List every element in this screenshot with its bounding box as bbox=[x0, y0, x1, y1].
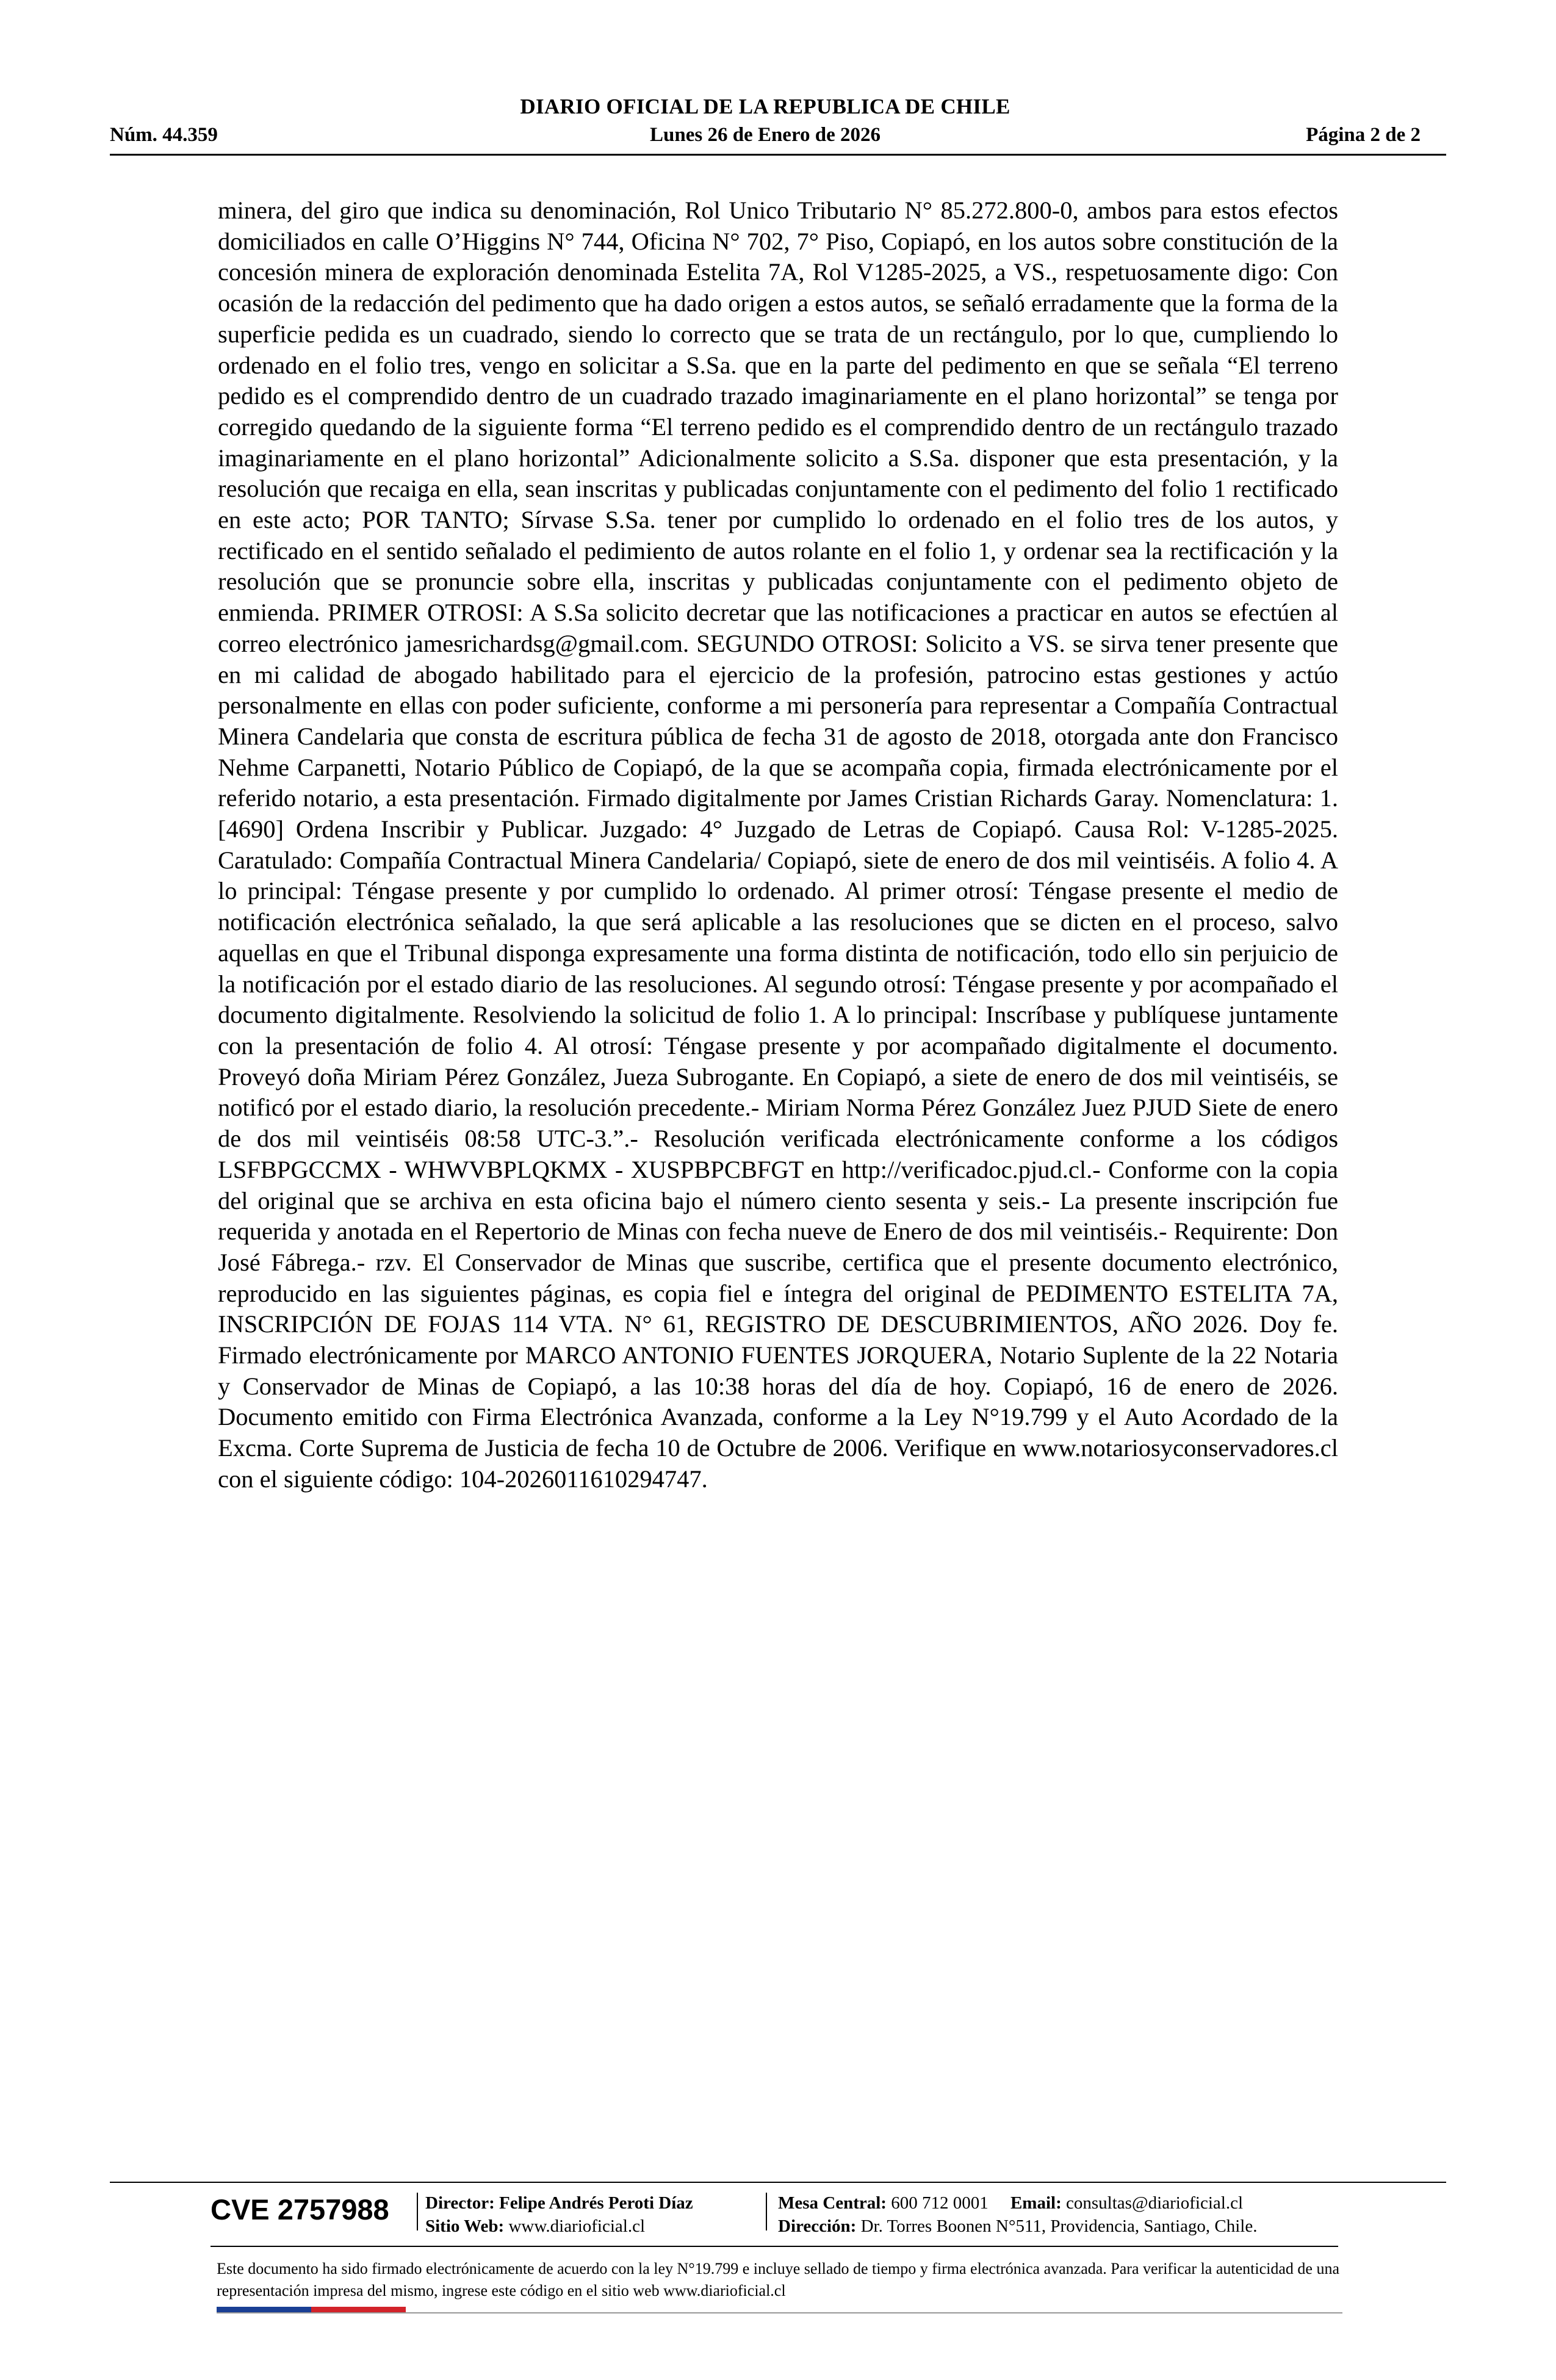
page-header bbox=[110, 95, 1421, 156]
page-indicator: Página 2 de 2 bbox=[1306, 124, 1421, 146]
mesa-value: 600 712 0001 bbox=[891, 2193, 989, 2213]
footer-separator bbox=[417, 2193, 418, 2230]
sitio-link[interactable]: www.diarioficial.cl bbox=[508, 2216, 646, 2236]
flag-blue-band bbox=[217, 2307, 311, 2312]
cve-code: CVE 2757988 bbox=[211, 2193, 389, 2226]
signature-notice: Este documento ha sido firmado electrónicamente de acuerdo con la ley N°19.799 e incluye sellado de tiempo y firma electrónica avanzada. Para verificar la autenticidad de una representación impresa del mismo, ingrese este código en el sitio web www.diarioficial.cl bbox=[217, 2260, 1339, 2299]
footer-divider-top bbox=[110, 2182, 1446, 2183]
mesa-label: Mesa Central: bbox=[778, 2193, 887, 2213]
document-body: minera, del giro que indica su denominación, Rol Unico Tributario N° 85.272.800-0, ambos para estos efectos domiciliados en calle O’Higgins N° 744, Oficina N° 702, 7° Piso, Copiapó, en los autos sobre constitución de la concesión minera de exploración denominada Estelita 7A, Rol V1285-2025, a VS., respetuosamente digo: Con ocasión de la redacción del pedimento que ha dado origen a estos autos, se señaló erradamente que la forma de la superficie pedida es un cuadrado, siendo lo correcto que se trata de un rectángulo, por lo que, cumpliendo lo ordenado en el folio tres, vengo en solicitar a S.Sa. que en la parte del pedimento en que se señala “El terreno pedido es el comprendido dentro de un cuadrado trazado imaginariamente en el plano horizontal” se tenga por corregido quedando de la siguiente forma “El terreno pedido es el comprendido dentro de un rectángulo trazado imaginariamente en el plano horizontal” Adicionalmente solicito a S.Sa. disponer que esta presentación, y la resolución que recaiga en ella, sean inscritas y publicadas conjuntamente con el pedimento del folio 1 rectificado en este acto; POR TANTO; Sírvase S.Sa. tener por cumplido lo ordenado en el folio tres de los autos, y rectificado en el sentido señalado el pedimiento de autos rolante en el folio 1, y ordenar sea la rectificación y la resolución que se pronuncie sobre ella, inscritas y publicadas conjuntamente con el pedimento objeto de enmienda. PRIMER OTROSI: A S.Sa solicito decretar que las notificaciones a practicar en autos se efectúen al correo electrónico jamesrichardsg@gmail.com. SEGUNDO OTROSI: Solicito a VS. se sirva tener presente que en mi calidad de abogado habilitado para el ejercicio de la profesión, patrocino estas gestiones y actúo personalmente en ellas con poder suficiente, conforme a mi personería para representar a Compañía Contractual Minera Candelaria que consta de escritura pública de fecha 31 de agosto de 2018, otorgada ante don Francisco Nehme Carpanetti, Notario Público de Copiapó, de la que se acompaña copia, firmada electrónicamente por el referido notario, a esta presentación. Firmado digitalmente por James Cristian Richards Garay. Nomenclatura: 1. [4690] Ordena Inscribir y Publicar. Juzgado: 4° Juzgado de Letras de Copiapó. Causa Rol: V-1285-2025. Caratulado: Compañía Contractual Minera Candelaria/ Copiapó, siete de enero de dos mil veintiséis. A folio 4. A lo principal: Téngase presente y por cumplido lo ordenado. Al primer otrosí: Téngase presente el medio de notificación electrónica señalado, la que será aplicable a las resoluciones que se dicten en el proceso, salvo aquellas en que el Tribunal disponga expresamente una forma distinta de notificación, todo ello sin perjuicio de la notificación por el estado diario de las resoluciones. Al segundo otrosí: Téngase presente y por acompañado el documento digitalmente. Resolviendo la solicitud de folio 1. A lo principal: Inscríbase y publíquese juntamente con la presentación de folio 4. Al otrosí: Téngase presente y por acompañado digitalmente el documento. Proveyó doña Miriam Pérez González, Jueza Subrogante. En Copiapó, a siete de enero de dos mil veintiséis, se notificó por el estado diario, la resolución precedente.- Miriam Norma Pérez González Juez PJUD Siete de enero de dos mil veintiséis 08:58 UTC-3.”.- Resolución verificada electrónicamente conforme a los códigos LSFBPGCCMX - WHWVBPLQKMX - XUSPBPCBFGT en http://verificadoc.pjud.cl.- Conforme con la copia del original que se archiva en esta oficina bajo el número ciento sesenta y seis.- La presente inscripción fue requerida y anotada en el Repertorio de Minas con fecha nueve de Enero de dos mil veintiséis.- Requirente: Don José Fábrega.- rzv. El Conservador de Minas que suscribe, certifica que el presente documento electrónico, reproducido en las siguientes páginas, es copia fiel e íntegra del original de PEDIMENTO ESTELITA 7A, INSCRIPCIÓN DE FOJAS 114 VTA. N° 61, REGISTRO DE DESCUBRIMIENTOS, AÑO 2026. Doy fe. Firmado electrónicamente por MARCO ANTONIO FUENTES JORQUERA, Notario Suplente de la 22 Notaria y Conservador de Minas de Copiapó, a las 10:38 horas del día de hoy. Copiapó, 16 de enero de 2026. Documento emitido con Firma Electrónica Avanzada, conforme a la Ley N°19.799 y el Auto Acordado de la Excma. Corte Suprema de Justicia de fecha 10 de Octubre de 2006. Verifique en www.notariosyconservadores.cl con el siguiente código: 104-2026011610294747. bbox=[218, 197, 1338, 1493]
flag-stripe bbox=[217, 2307, 406, 2312]
director-label: Director: Felipe Andrés Peroti Díaz bbox=[425, 2193, 693, 2213]
footer-contact-block bbox=[778, 2191, 1257, 2238]
sitio-label: Sitio Web: bbox=[425, 2216, 505, 2236]
email-link[interactable]: consultas@diarioficial.cl bbox=[1066, 2193, 1244, 2213]
email-label: Email: bbox=[1010, 2193, 1062, 2213]
footer-divider-bottom bbox=[217, 2312, 1342, 2313]
flag-red-band bbox=[311, 2307, 406, 2312]
direccion-label: Dirección: bbox=[778, 2216, 857, 2236]
publication-title: DIARIO OFICIAL DE LA REPUBLICA DE CHILE bbox=[520, 95, 1010, 118]
footer-director-block bbox=[425, 2191, 693, 2238]
header-divider bbox=[110, 154, 1446, 156]
footer-separator bbox=[766, 2193, 767, 2230]
issue-date: Lunes 26 de Enero de 2026 bbox=[649, 124, 881, 146]
issue-number: Núm. 44.359 bbox=[110, 124, 218, 146]
direccion-value: Dr. Torres Boonen N°511, Providencia, Santiago, Chile. bbox=[860, 2216, 1258, 2236]
footer-divider-mid bbox=[211, 2246, 1338, 2247]
footer-info bbox=[211, 2188, 1370, 2243]
